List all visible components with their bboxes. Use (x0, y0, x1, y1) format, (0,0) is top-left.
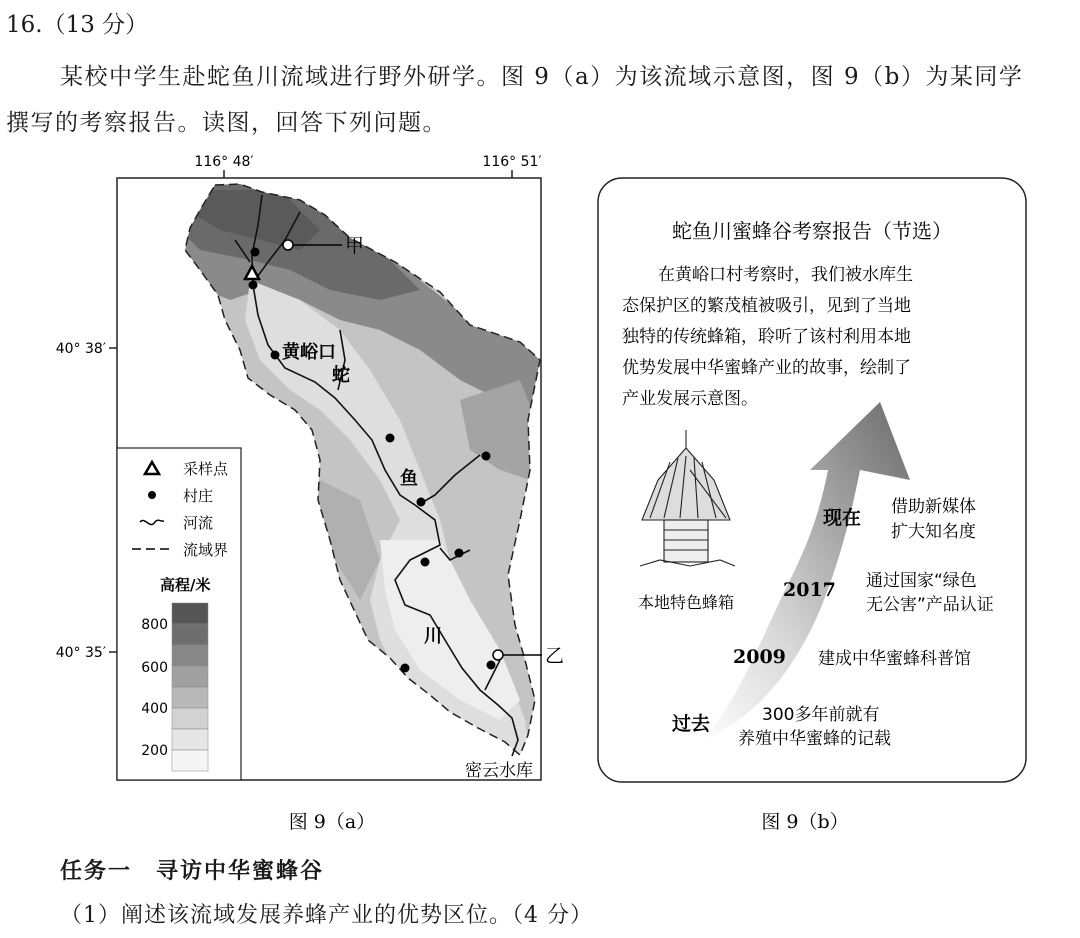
elevation-tick: 800 (141, 617, 168, 633)
timeline-desc: 扩大知名度 (891, 522, 976, 542)
elevation-band (172, 624, 208, 645)
village-marker (455, 549, 464, 558)
elevation-band (172, 645, 208, 666)
timeline-desc: 通过国家“绿色 (866, 571, 977, 591)
timeline-desc: 300多年前就有 (762, 705, 880, 725)
timeline-stage: 2017 (783, 579, 836, 601)
river-label-yu: 鱼 (400, 468, 418, 489)
elevation-band (172, 687, 208, 708)
village-marker (271, 351, 280, 360)
point-jia-marker (283, 240, 293, 250)
elevation-tick: 400 (141, 701, 168, 717)
map-caption: 图 9（a） (288, 811, 376, 833)
elevation-band (172, 666, 208, 687)
village-marker (386, 434, 395, 443)
elevation-scale (172, 603, 208, 771)
village-marker (251, 248, 260, 257)
timeline-desc: 借助新媒体 (891, 497, 976, 517)
timeline-desc: 建成中华蜜蜂科普馆 (818, 649, 971, 669)
question-stem-line2: 撰写的考察报告。读图，回答下列问题。 (6, 110, 447, 136)
elevation-band (172, 750, 208, 771)
report-para-line: 产业发展示意图。 (622, 389, 758, 409)
legend-sample-point: 采样点 (183, 460, 229, 478)
village-marker (482, 452, 491, 461)
lon-label-left: 116° 48′ (194, 154, 254, 170)
elevation-band (172, 708, 208, 729)
legend-boundary: 流域界 (183, 541, 229, 559)
point-yi-marker (493, 650, 503, 660)
task-heading: 任务一 寻访中华蜜蜂谷 (60, 858, 325, 884)
report-caption: 图 9（b） (761, 811, 849, 833)
village-marker (487, 661, 496, 670)
point-jia-label: 甲 (345, 235, 365, 257)
elevation-tick: 600 (141, 660, 168, 676)
report-para-line: 态保护区的繁茂植被吸引，见到了当地 (622, 296, 911, 316)
timeline-stage: 2009 (733, 646, 786, 668)
village-marker (249, 281, 258, 290)
village-marker (401, 664, 410, 673)
river-label-chuan: 川 (424, 626, 442, 647)
report-para-line: 优势发展中华蜜蜂产业的故事，绘制了 (622, 358, 911, 378)
legend-village: 村庄 (183, 487, 214, 505)
lat-label-top: 40° 38′ (55, 341, 106, 357)
elevation-band (172, 729, 208, 750)
timeline-stage: 过去 (672, 713, 711, 735)
village-marker (421, 558, 430, 567)
lon-label-right: 116° 51′ (482, 154, 542, 170)
legend-elevation-title: 高程/米 (160, 576, 211, 594)
lat-label-bottom: 40° 35′ (55, 645, 106, 661)
question-number: 16.（13 分） (6, 12, 149, 38)
river-label-she: 蛇 (332, 365, 350, 386)
elevation-tick: 200 (141, 743, 168, 759)
timeline-stage: 现在 (823, 507, 862, 529)
report-para-line: 独特的传统蜂箱，聆听了该村利用本地 (622, 327, 911, 347)
place-label-huangyukou: 黄峪口 (282, 342, 336, 363)
point-yi-label: 乙 (545, 645, 565, 667)
sub-question: （1）阐述该流域发展养蜂产业的优势区位。（4 分） (60, 903, 593, 928)
elevation-band (172, 603, 208, 624)
question-stem-line1: 某校中学生赴蛇鱼川流域进行野外研学。图 9（a）为该流域示意图，图 9（b）为某同学 (60, 64, 1024, 90)
legend-river: 河流 (183, 514, 214, 532)
village-marker (417, 498, 426, 507)
reservoir-label: 密云水库 (465, 761, 533, 781)
report-para-line: 在黄峪口村考察时，我们被水库生 (658, 265, 913, 285)
timeline-desc: 养殖中华蜜蜂的记载 (738, 729, 891, 749)
hive-label: 本地特色蜂箱 (637, 593, 735, 612)
timeline-desc: 无公害”产品认证 (866, 595, 994, 615)
report-title: 蛇鱼川蜜蜂谷考察报告（节选） (672, 219, 952, 243)
